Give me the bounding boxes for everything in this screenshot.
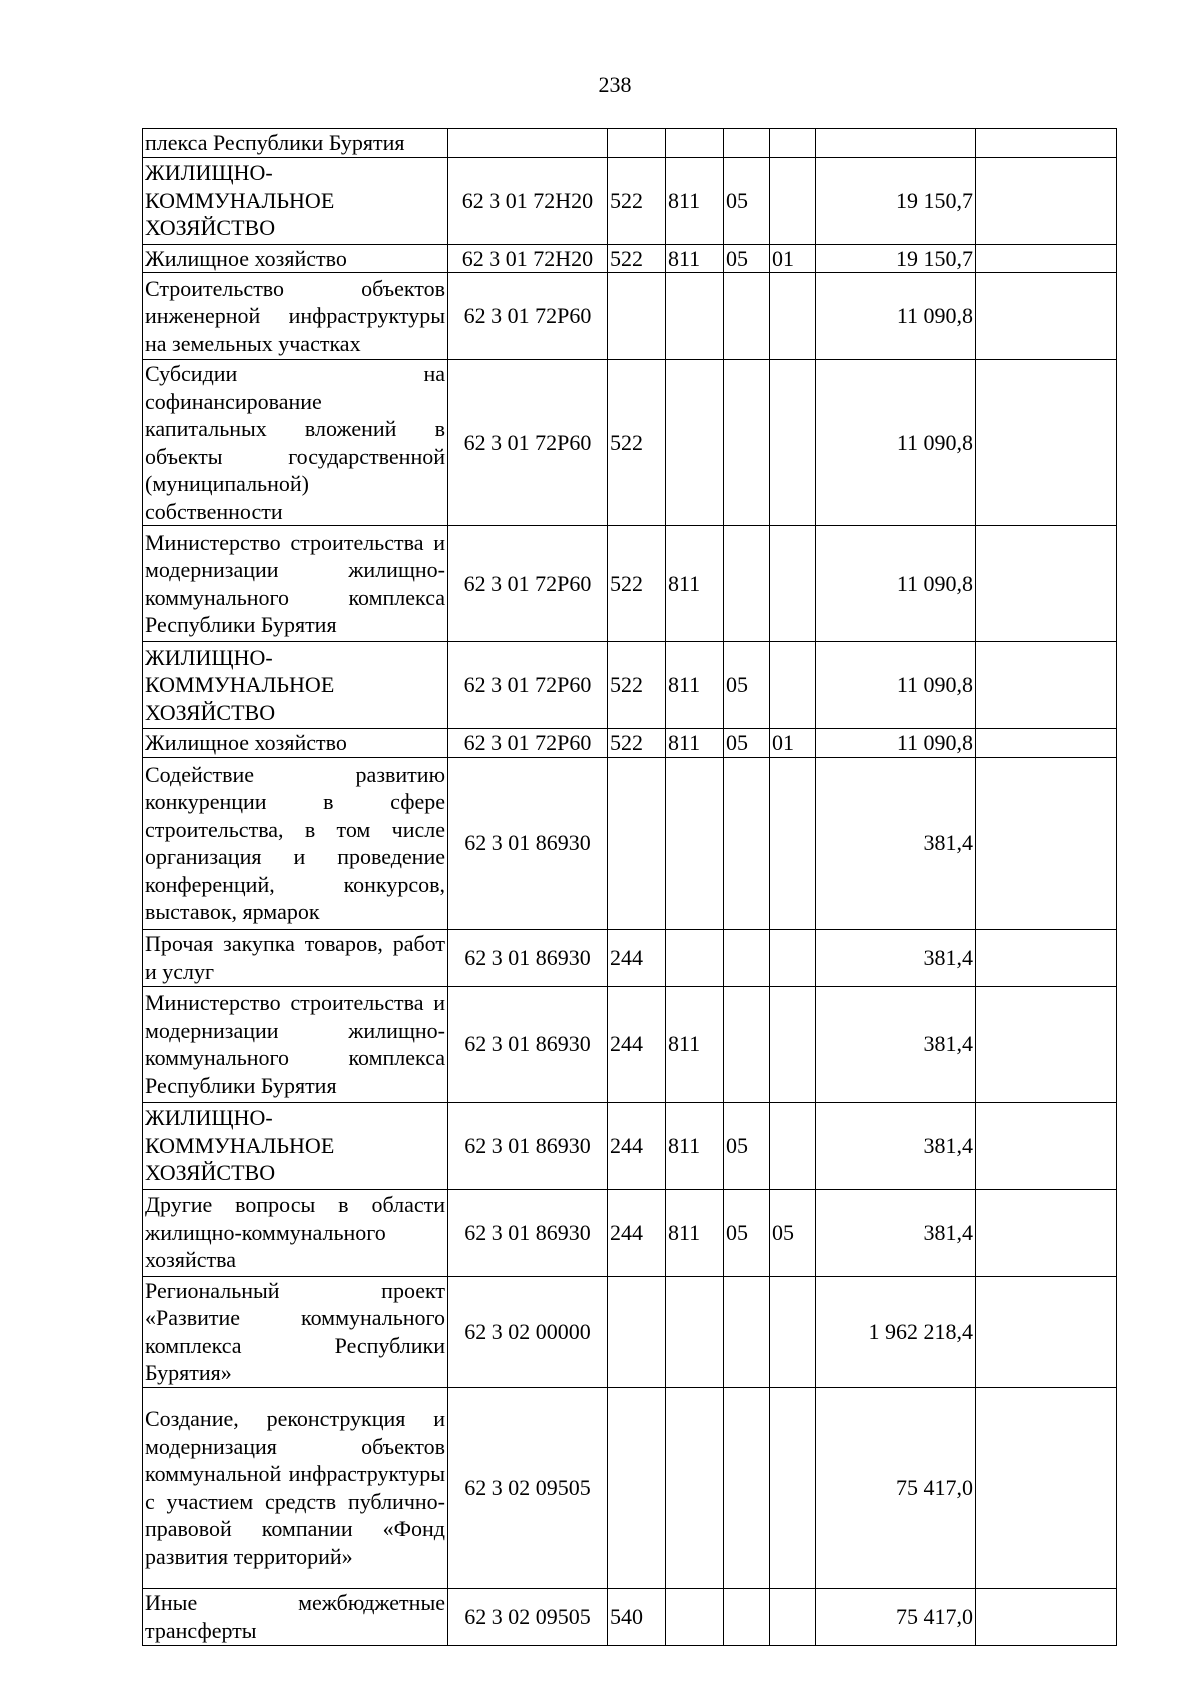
row-amount-cell: 381,4 — [816, 929, 976, 986]
row-expense-type-cell — [608, 129, 666, 158]
row-ministry-cell: 811 — [666, 729, 724, 758]
row-subsection-cell — [770, 129, 816, 158]
row-extra-cell — [976, 273, 1117, 360]
row-expense-type-cell — [608, 273, 666, 360]
row-expense-type-cell: 522 — [608, 360, 666, 526]
table-row — [143, 929, 1117, 986]
table-row — [143, 1276, 1117, 1387]
row-section-cell — [724, 929, 770, 986]
row-expense-type-cell — [608, 757, 666, 929]
row-name-cell: плекса Республики Бурятия — [143, 129, 448, 158]
row-section-cell — [724, 360, 770, 526]
row-code-cell: 62 3 01 72Н20 — [448, 157, 608, 244]
row-section-cell — [724, 1588, 770, 1645]
row-expense-type-cell: 244 — [608, 1189, 666, 1276]
row-code-cell: 62 3 01 86930 — [448, 986, 608, 1102]
row-subsection-cell — [770, 757, 816, 929]
row-subsection-cell — [770, 986, 816, 1102]
row-section-cell — [724, 273, 770, 360]
row-code-cell: 62 3 01 86930 — [448, 1189, 608, 1276]
row-code-cell — [448, 129, 608, 158]
row-subsection-cell — [770, 642, 816, 729]
row-subsection-cell — [770, 273, 816, 360]
row-name-cell: ЖИЛИЩНО-КОММУНАЛЬНОЕ ХОЗЯЙСТВО — [143, 1102, 448, 1189]
row-expense-type-cell: 522 — [608, 642, 666, 729]
row-subsection-cell — [770, 1588, 816, 1645]
row-subsection-cell — [770, 1276, 816, 1387]
row-section-cell: 05 — [724, 642, 770, 729]
row-ministry-cell — [666, 929, 724, 986]
row-code-cell: 62 3 01 72Н20 — [448, 244, 608, 273]
row-subsection-cell — [770, 526, 816, 642]
page-number: 238 — [598, 72, 632, 97]
row-expense-type-cell: 540 — [608, 1588, 666, 1645]
row-ministry-cell: 811 — [666, 157, 724, 244]
row-name-cell: Содействие развитию конкуренции в сфере строительства, в том числе организация и проведение конференций, конкурсов, выставок, ярмарок — [143, 757, 448, 929]
row-ministry-cell — [666, 273, 724, 360]
row-amount-cell: 19 150,7 — [816, 157, 976, 244]
row-name-cell: Субсидии на софинансирование капитальных вложений в объекты государственной (муниципальной) собственности — [143, 360, 448, 526]
row-ministry-cell: 811 — [666, 642, 724, 729]
row-section-cell: 05 — [724, 1102, 770, 1189]
row-amount-cell: 11 090,8 — [816, 273, 976, 360]
row-code-cell: 62 3 01 72Р60 — [448, 526, 608, 642]
row-section-cell: 05 — [724, 729, 770, 758]
row-subsection-cell — [770, 1102, 816, 1189]
row-expense-type-cell: 244 — [608, 986, 666, 1102]
row-ministry-cell: 811 — [666, 244, 724, 273]
row-extra-cell — [976, 244, 1117, 273]
row-extra-cell — [976, 1276, 1117, 1387]
table-row — [143, 1387, 1117, 1588]
row-section-cell: 05 — [724, 157, 770, 244]
row-section-cell — [724, 526, 770, 642]
row-name-cell: ЖИЛИЩНО-КОММУНАЛЬНОЕ ХОЗЯЙСТВО — [143, 157, 448, 244]
row-code-cell: 62 3 02 09505 — [448, 1387, 608, 1588]
row-code-cell: 62 3 01 72Р60 — [448, 729, 608, 758]
row-expense-type-cell — [608, 1387, 666, 1588]
row-extra-cell — [976, 1387, 1117, 1588]
row-extra-cell — [976, 642, 1117, 729]
row-amount-cell: 75 417,0 — [816, 1387, 976, 1588]
row-extra-cell — [976, 757, 1117, 929]
row-subsection-cell — [770, 1387, 816, 1588]
row-subsection-cell — [770, 360, 816, 526]
table-row — [143, 129, 1117, 158]
budget-table — [142, 128, 1117, 1646]
row-code-cell: 62 3 01 72Р60 — [448, 360, 608, 526]
budget-table-body — [143, 129, 1117, 1646]
row-section-cell — [724, 1387, 770, 1588]
row-extra-cell — [976, 157, 1117, 244]
row-section-cell — [724, 757, 770, 929]
row-amount-cell: 11 090,8 — [816, 360, 976, 526]
row-ministry-cell: 811 — [666, 986, 724, 1102]
row-name-cell: Региональный проект «Развитие коммунального комплекса Республики Бурятия» — [143, 1276, 448, 1387]
table-row — [143, 1189, 1117, 1276]
row-name-cell: Министерство строительства и модернизации жилищно-коммунального комплекса Республики Бурятия — [143, 526, 448, 642]
row-ministry-cell: 811 — [666, 1102, 724, 1189]
row-amount-cell: 381,4 — [816, 757, 976, 929]
row-expense-type-cell: 522 — [608, 729, 666, 758]
row-name-cell: ЖИЛИЩНО-КОММУНАЛЬНОЕ ХОЗЯЙСТВО — [143, 642, 448, 729]
row-amount-cell: 381,4 — [816, 1102, 976, 1189]
table-row — [143, 360, 1117, 526]
row-subsection-cell — [770, 157, 816, 244]
table-row — [143, 986, 1117, 1102]
row-expense-type-cell: 522 — [608, 526, 666, 642]
row-extra-cell — [976, 129, 1117, 158]
row-name-cell: Министерство строительства и модернизации жилищно-коммунального комплекса Республики Бурятия — [143, 986, 448, 1102]
table-row — [143, 642, 1117, 729]
row-amount-cell: 11 090,8 — [816, 642, 976, 729]
row-code-cell: 62 3 02 00000 — [448, 1276, 608, 1387]
row-ministry-cell — [666, 129, 724, 158]
row-ministry-cell — [666, 1387, 724, 1588]
row-extra-cell — [976, 1189, 1117, 1276]
table-row — [143, 157, 1117, 244]
table-row — [143, 757, 1117, 929]
row-amount-cell: 381,4 — [816, 1189, 976, 1276]
row-name-cell: Жилищное хозяйство — [143, 729, 448, 758]
row-extra-cell — [976, 729, 1117, 758]
row-subsection-cell — [770, 929, 816, 986]
row-amount-cell: 381,4 — [816, 986, 976, 1102]
row-expense-type-cell: 244 — [608, 1102, 666, 1189]
row-amount-cell: 11 090,8 — [816, 729, 976, 758]
table-row — [143, 1102, 1117, 1189]
row-section-cell: 05 — [724, 1189, 770, 1276]
row-extra-cell — [976, 986, 1117, 1102]
row-code-cell: 62 3 02 09505 — [448, 1588, 608, 1645]
row-code-cell: 62 3 01 86930 — [448, 1102, 608, 1189]
row-extra-cell — [976, 1102, 1117, 1189]
table-row — [143, 1588, 1117, 1645]
row-name-cell: Создание, реконструкция и модернизация объектов коммунальной инфраструктуры с участием средств публично-правовой компании «Фонд развития территорий» — [143, 1387, 448, 1588]
table-row — [143, 526, 1117, 642]
row-subsection-cell: 05 — [770, 1189, 816, 1276]
table-row — [143, 729, 1117, 758]
row-amount-cell — [816, 129, 976, 158]
row-expense-type-cell: 522 — [608, 244, 666, 273]
row-name-cell: Другие вопросы в области жилищно-коммунального хозяйства — [143, 1189, 448, 1276]
row-expense-type-cell: 244 — [608, 929, 666, 986]
row-expense-type-cell — [608, 1276, 666, 1387]
row-name-cell: Строительство объектов инженерной инфраструктуры на земельных участках — [143, 273, 448, 360]
row-ministry-cell: 811 — [666, 526, 724, 642]
row-ministry-cell — [666, 1276, 724, 1387]
row-amount-cell: 19 150,7 — [816, 244, 976, 273]
row-section-cell — [724, 986, 770, 1102]
row-extra-cell — [976, 1588, 1117, 1645]
row-amount-cell: 1 962 218,4 — [816, 1276, 976, 1387]
table-row — [143, 273, 1117, 360]
row-code-cell: 62 3 01 72Р60 — [448, 642, 608, 729]
row-section-cell: 05 — [724, 244, 770, 273]
row-subsection-cell: 01 — [770, 244, 816, 273]
row-extra-cell — [976, 360, 1117, 526]
row-amount-cell: 11 090,8 — [816, 526, 976, 642]
row-amount-cell: 75 417,0 — [816, 1588, 976, 1645]
row-section-cell — [724, 1276, 770, 1387]
row-code-cell: 62 3 01 72Р60 — [448, 273, 608, 360]
row-ministry-cell: 811 — [666, 1189, 724, 1276]
row-ministry-cell — [666, 757, 724, 929]
table-row — [143, 244, 1117, 273]
row-extra-cell — [976, 526, 1117, 642]
row-name-cell: Прочая закупка товаров, работ и услуг — [143, 929, 448, 986]
row-code-cell: 62 3 01 86930 — [448, 757, 608, 929]
row-code-cell: 62 3 01 86930 — [448, 929, 608, 986]
row-ministry-cell — [666, 1588, 724, 1645]
row-ministry-cell — [666, 360, 724, 526]
row-name-cell: Жилищное хозяйство — [143, 244, 448, 273]
row-section-cell — [724, 129, 770, 158]
row-extra-cell — [976, 929, 1117, 986]
row-subsection-cell: 01 — [770, 729, 816, 758]
row-expense-type-cell: 522 — [608, 157, 666, 244]
row-name-cell: Иные межбюджетные трансферты — [143, 1588, 448, 1645]
